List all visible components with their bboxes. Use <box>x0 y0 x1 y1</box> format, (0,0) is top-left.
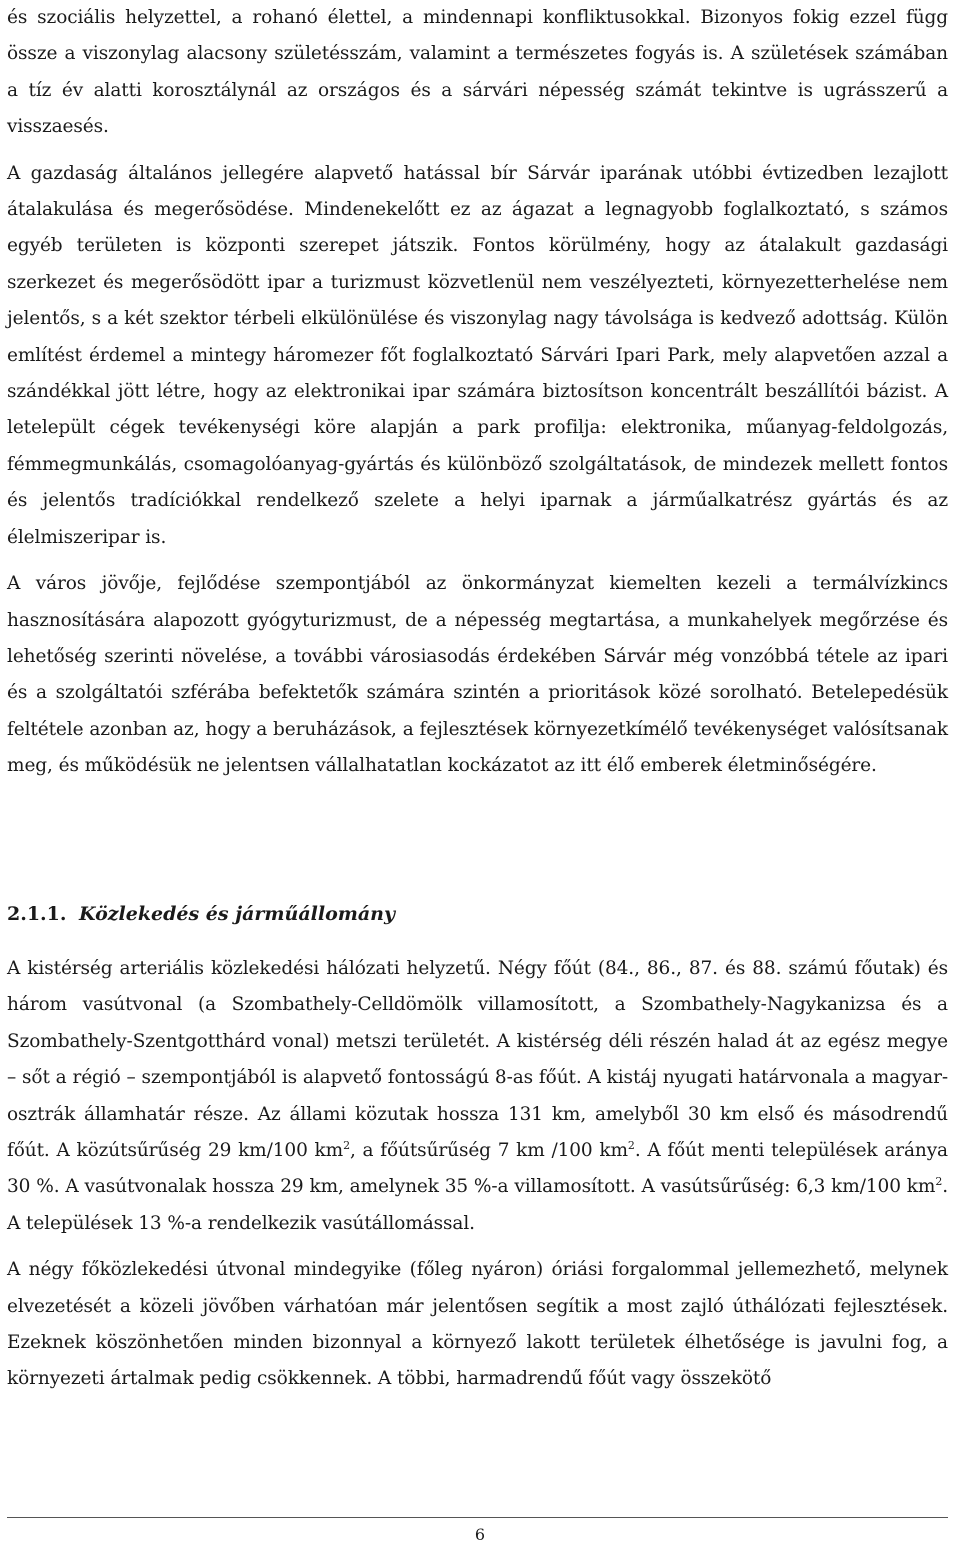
superscript: 2 <box>343 1139 350 1153</box>
text-segment: , a főútsűrűség 7 km /100 km <box>350 1140 628 1162</box>
paragraph-traffic: A négy főközlekedési útvonal mindegyike (főleg nyáron) óriási forgalommal jellemezhető, melynek elvezetését a közeli jövőben várhatóan már jelentősen segítik a most zajló úthálózati fejlesztések. Ezeknek köszönhetően minden bizonnyal a környező lakott területek élhetősége is javulni fog, a környezeti ártalmak pedig csökkennek. A többi, harmadrendű főút vagy összekötő <box>7 1259 948 1390</box>
superscript: 2 <box>627 1139 635 1153</box>
section-title: Közlekedés és járműállomány <box>79 903 396 925</box>
section-number: 2.1.1. <box>7 903 67 925</box>
page-number: 6 <box>474 1525 486 1544</box>
footer-divider <box>7 1517 948 1518</box>
text-segment: . A főút menti települések aránya 30 %. A vasútvonalak hossza 29 km, amelynek 35 %-a villamosított. A vasútsűrűség: 6,3 km/100 km <box>7 1140 948 1198</box>
paragraph-economy: A gazdaság általános jellegére alapvető hatással bír Sárvár iparának utóbbi évtizedben lezajlott átalakulása és megerősödése. Mindenekelőtt ez az ágazat a legnagyobb foglalkoztató, s számos egyéb területen is központi szerepet játszik. Fontos körülmény, hogy az átalakult gazdasági szerkezet és megerősödött ipar a turizmust közvetlenül nem veszélyezteti, környezetterhelése nem jelentős, s a két szektor térbeli elkülönülése és viszonylag nagy távolsága is kedvező adottság. Külön említést érdemel a mintegy háromezer főt foglalkoztató Sárvári Ipari Park, mely alapvetően azzal a szándékkal jött létre, hogy az elektronikai ipar számára biztosítson koncentrált beszállítói bázist. A letelepült cégek tevékenységi köre alapján a park profilja: elektronika, műanyag-feldolgozás, fémmegmunkálás, csomagolóanyag-gyártás és különböző szolgáltatások, de mindezek mellett fontos és jelentős tradíciókkal rendelkező szelete a helyi iparnak a járműalkatrész gyártás és az élelmiszeripar is. <box>7 162 948 548</box>
paragraph-road-network <box>7 951 948 1242</box>
paragraph-future: A város jövője, fejlődése szempontjából az önkormányzat kiemelten kezeli a termálvízkincs hasznosítására alapozott gyógyturizmust, de a népesség megtartása, a munkahelyek megőrzése és lehetőség szerinti növelése, a további városiasodás érdekében Sárvár még vonzóbbá tétele az ipari és a szolgáltatói szférába befektetők számára szintén a prioritások közé sorolható. Betelepedésük feltétele azonban az, hogy a beruházások, a fejlesztések környezetkímélő tevékenységet valósítsanak meg, és működésük ne jelentsen vállalhatatlan kockázatot az itt élő emberek életminőségére. <box>7 573 948 777</box>
section-heading <box>7 896 395 932</box>
document-body <box>7 0 948 785</box>
transport-section <box>7 951 948 1398</box>
paragraph-demography: és szociális helyzettel, a rohanó élettel, a mindennapi konfliktusokkal. Bizonyos fokig ezzel függ össze a viszonylag alacsony születésszám, valamint a természetes fogyás is. A születések számában a tíz év alatti korosztálynál az országos és a sárvári népesség számát tekintve is ugrásszerű a visszaesés. <box>7 7 948 138</box>
text-segment: . A települések 13 %-a rendelkezik vasútállomással. <box>7 1176 948 1234</box>
superscript: 2 <box>935 1175 943 1189</box>
text-segment: A kistérség arteriális közlekedési hálózati helyzetű. Négy főút (84., 86., 87. és 88. számú főutak) és három vasútvonal (a Szombathely-Celldömölk villamosított, a Szombathely-Nagykanizsa és a Szombathely-Szentgotthárd vonal) metszi területét. A kistérség déli részén halad át az egész megye – sőt a régió – szempontjából is alapvető fontosságú 8-as főút. A kistáj nyugati határvonala a magyar-osztrák államhatár része. Az állami közutak hossza 131 km, amelyből 30 km első és másodrendű főút. A közútsűrűség 29 km/100 km <box>7 958 948 1162</box>
